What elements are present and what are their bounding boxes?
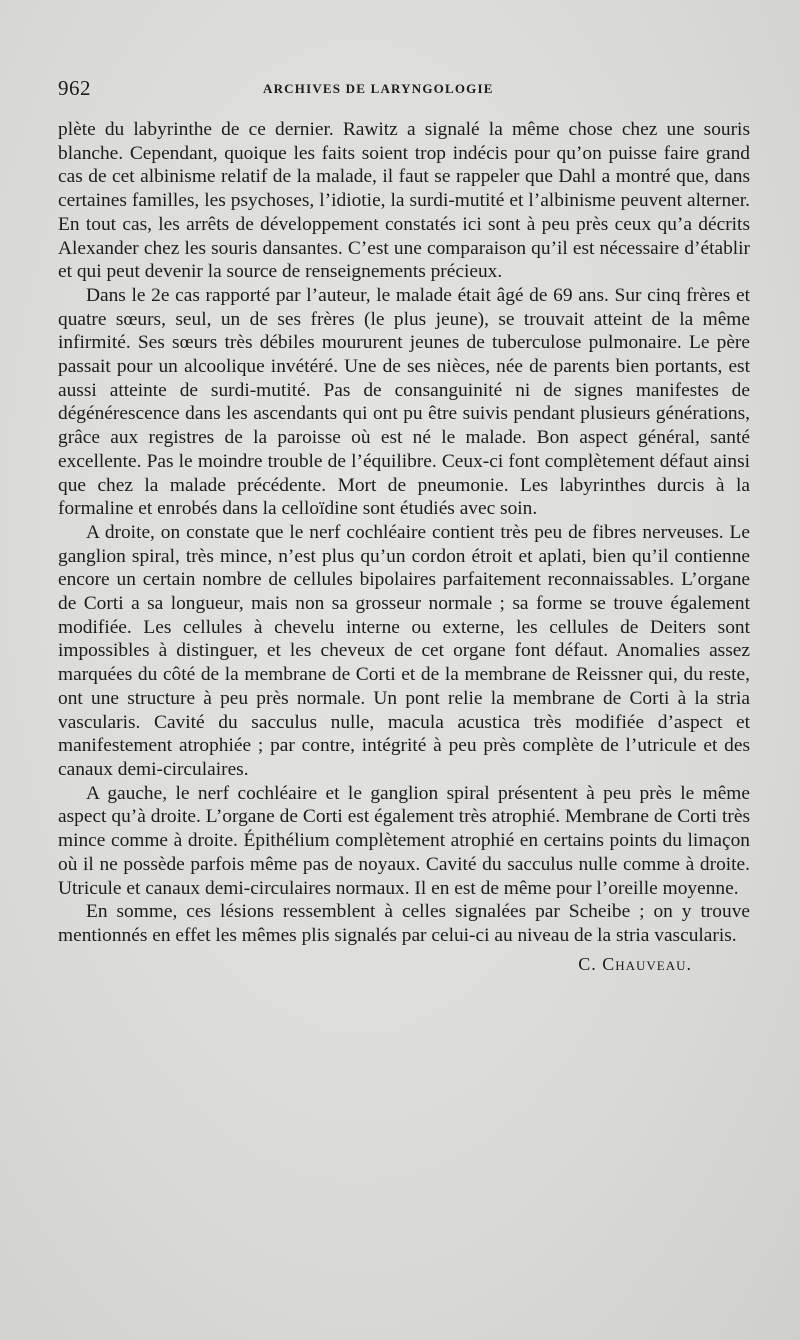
page-header: [58, 76, 748, 102]
paragraph-continuation: plète du labyrinthe de ce dernier. Rawitz a signalé la même chose chez une souris blanche. Cependant, quoique les faits soient trop indécis pour qu’on puisse faire grand cas de cet albinisme relatif de la malade, il faut se rappeler que Dahl a montré que, dans certaines familles, les psychoses, l’idiotie, la surdi-mutité et l’albinisme peuvent alterner. En tout cas, les arrêts de développement constatés ici sont à peu près ceux qu’a décrits Alexander chez les souris dansantes. C’est une comparaison qu’il est nécessaire d’établir et qui peut devenir la source de renseignements précieux.: [58, 119, 750, 283]
author-signature: C. Chauveau.: [578, 953, 692, 974]
page-number: 962: [58, 76, 91, 100]
body-text: [58, 118, 750, 975]
paragraph-right-side: A droite, on constate que le nerf cochléaire contient très peu de fibres nerveuses. Le ganglion spiral, très mince, n’est plus qu’un cordon étroit et aplati, bien qu’il contienne encore un certain nombre de cellules bipolaires parfaitement reconnaissables. L’organe de Corti a sa longueur, mais non sa grosseur normale ; sa forme se trouve également modifiée. Les cellules à chevelu interne ou externe, les cellules de Deiters sont impossibles à distinguer, et les cheveux de cet organe font défaut. Anomalies assez marquées du côté de la membrane de Corti et de la membrane de Reissner qui, du reste, ont une structure à peu près normale. Un pont relie la membrane de Corti à la stria vascularis. Cavité du sacculus nulle, macula acustica très modifiée d’aspect et manifestement atrophiée ; par contre, intégrité à peu près complète de l’utricule et des canaux demi-circulaires.: [58, 521, 750, 780]
paragraph-second-case: Dans le 2e cas rapporté par l’auteur, le malade était âgé de 69 ans. Sur cinq frères et quatre sœurs, seul, un de ses frères (le plus jeune), se trouvait atteint de la même infirmité. Ses sœurs très débiles moururent jeunes de tuberculose pulmonaire. Le père passait pour un alcoolique invétéré. Une de ses nièces, née de parents bien portants, est aussi atteinte de surdi-mutité. Pas de consanguinité ni de signes manifestes de dégénérescence dans les ascendants qui ont pu être suivis pendant plusieurs générations, grâce aux registres de la paroisse où est né le malade. Bon aspect général, santé excellente. Pas le moindre trouble de l’équilibre. Ceux-ci font complètement défaut ainsi que chez la malade précédente. Mort de pneumonie. Les labyrinthes durcis à la formaline et enrobés dans la celloïdine sont étudiés avec soin.: [58, 284, 750, 520]
paragraph-left-side: A gauche, le nerf cochléaire et le ganglion spiral présentent à peu près le même aspect qu’à droite. L’organe de Corti est également très atrophié. Membrane de Corti très mince comme à droite. Épithélium complètement atrophié en certains points du limaçon où il ne possède parfois même pas de noyaux. Cavité du sacculus nulle comme à droite. Utricule et canaux demi-circulaires normaux. Il en est de même pour l’oreille moyenne.: [58, 782, 750, 899]
paragraph-summary: En somme, ces lésions ressemblent à celles signalées par Scheibe ; on y trouve mentionnés en effet les mêmes plis signalés par celui-ci au niveau de la stria vascularis.: [58, 901, 750, 946]
running-head: ARCHIVES DE LARYNGOLOGIE: [263, 81, 494, 96]
